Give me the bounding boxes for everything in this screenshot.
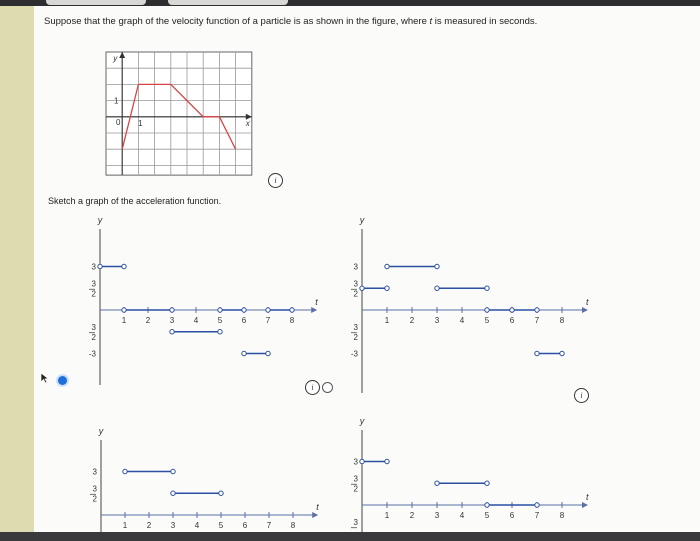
x-tick-label: 2	[409, 511, 415, 520]
x-tick-label: 1	[121, 316, 127, 325]
open-endpoint	[485, 308, 489, 312]
x-tick-label: 3	[434, 316, 440, 325]
option-b-info-icon[interactable]: i	[574, 388, 589, 403]
open-endpoint	[219, 491, 223, 495]
info-icon[interactable]: i	[268, 173, 283, 188]
x-tick-label: 5	[484, 511, 490, 520]
x-tick-label: 1	[122, 521, 128, 530]
x-tick-label: 5	[484, 316, 490, 325]
open-endpoint	[510, 308, 514, 312]
y-tick-label: 2	[91, 289, 96, 299]
left-strip	[0, 6, 34, 541]
y-tick-label: 3	[353, 279, 358, 289]
y-tick-label: 3	[353, 474, 358, 484]
y-tick-label: 2	[92, 494, 97, 504]
open-endpoint	[171, 469, 175, 473]
x-axis-label: x	[245, 118, 250, 128]
x-tick-label: 8	[290, 521, 296, 530]
y-tick-label: 3	[91, 262, 96, 272]
y-tick-label: 3	[353, 457, 358, 467]
open-endpoint	[290, 308, 294, 312]
x-tick-label: 3	[169, 316, 175, 325]
y-axis-label: y	[359, 215, 365, 225]
open-endpoint	[360, 286, 364, 290]
t-axis-label: t	[315, 297, 318, 307]
problem-statement	[44, 16, 537, 27]
x-tick-label: 5	[218, 521, 224, 530]
y-tick-label: 1	[113, 96, 119, 106]
x-tick-label: 3	[434, 511, 440, 520]
x-tick-label: 4	[459, 511, 465, 520]
y-tick-label: 2	[353, 332, 358, 342]
x-tick-label: 6	[509, 511, 515, 520]
bottom-bar	[0, 532, 700, 541]
y-axis-label: y	[98, 426, 104, 436]
open-endpoint	[242, 351, 246, 355]
y-tick-label: 2	[353, 484, 358, 494]
open-endpoint	[171, 491, 175, 495]
x-tick-label: 2	[146, 521, 152, 530]
open-endpoint	[485, 286, 489, 290]
y-tick-label: -3	[350, 349, 358, 359]
x-tick-label: 7	[534, 511, 540, 520]
tab-left[interactable]	[46, 0, 146, 5]
y-tick-label: 3	[353, 262, 358, 272]
open-endpoint	[435, 264, 439, 268]
x-tick-label: 7	[265, 316, 271, 325]
open-endpoint	[266, 308, 270, 312]
plot-frame	[106, 52, 252, 175]
x-tick-label: 1	[384, 316, 390, 325]
t-axis-label: t	[586, 492, 589, 502]
open-endpoint	[535, 351, 539, 355]
x-tick-label: 6	[241, 316, 247, 325]
open-endpoint	[218, 330, 222, 334]
problem-text-before: Suppose that the graph of the velocity function of a particle is as shown in the figure, where	[44, 16, 427, 27]
y-tick-label: 2	[353, 289, 358, 299]
open-endpoint	[98, 264, 102, 268]
x-tick-label: 1	[138, 118, 143, 128]
option-a-info-icon[interactable]: i	[305, 380, 320, 395]
open-endpoint	[485, 481, 489, 485]
x-tick-label: 8	[289, 316, 295, 325]
option-graph-a[interactable]	[70, 215, 318, 395]
x-tick-label: 8	[559, 511, 565, 520]
x-tick-label: 2	[409, 316, 415, 325]
open-endpoint	[170, 330, 174, 334]
t-axis-label: t	[316, 502, 319, 512]
option-b-radio[interactable]	[322, 382, 333, 393]
x-tick-label: 3	[170, 521, 176, 530]
problem-variable-t: t	[429, 16, 433, 27]
x-tick-label: 6	[242, 521, 248, 530]
option-graph-b[interactable]	[335, 215, 589, 395]
open-endpoint	[266, 351, 270, 355]
x-tick-label: 8	[559, 316, 565, 325]
y-axis-label: y	[97, 215, 103, 225]
open-endpoint	[535, 503, 539, 507]
y-tick-label: 3	[92, 467, 97, 477]
t-axis-label: t	[586, 297, 589, 307]
y-tick-label: 2	[91, 332, 96, 342]
x-tick-label: 1	[384, 511, 390, 520]
x-tick-label: 2	[145, 316, 151, 325]
y-axis-label: y	[359, 416, 365, 426]
x-tick-label: 7	[534, 316, 540, 325]
open-endpoint	[435, 286, 439, 290]
open-endpoint	[535, 308, 539, 312]
tab-right[interactable]	[168, 0, 288, 5]
open-endpoint	[122, 264, 126, 268]
y-tick-label: 3	[91, 279, 96, 289]
y-tick-label: 3	[353, 517, 358, 527]
x-tick-label: 4	[459, 316, 465, 325]
x-tick-label: 6	[509, 316, 515, 325]
open-endpoint	[122, 308, 126, 312]
x-tick-label: 5	[217, 316, 223, 325]
sketch-prompt: Sketch a graph of the acceleration function.	[48, 196, 222, 206]
open-endpoint	[385, 264, 389, 268]
y-tick-label: -3	[88, 349, 96, 359]
open-endpoint	[242, 308, 246, 312]
cursor-arrow-icon	[40, 372, 52, 384]
y-tick-label: 3	[91, 322, 96, 332]
velocity-graph	[100, 48, 262, 176]
y-tick-label: 3	[353, 322, 358, 332]
open-endpoint	[123, 469, 127, 473]
open-endpoint	[385, 459, 389, 463]
y-tick-label: 3	[92, 484, 97, 494]
option-graph-d[interactable]	[335, 410, 589, 532]
open-endpoint	[485, 503, 489, 507]
x-tick-label: 4	[194, 521, 200, 530]
x-tick-label: 7	[266, 521, 272, 530]
open-endpoint	[435, 481, 439, 485]
open-endpoint	[218, 308, 222, 312]
open-endpoint	[385, 286, 389, 290]
open-endpoint	[560, 351, 564, 355]
y-axis-label: y	[113, 54, 118, 63]
open-endpoint	[360, 459, 364, 463]
x-tick-label: 4	[193, 316, 199, 325]
open-endpoint	[170, 308, 174, 312]
option-a-radio[interactable]	[58, 376, 67, 385]
option-graph-c[interactable]	[70, 420, 319, 532]
origin-label: 0	[115, 117, 121, 127]
problem-text-after: is measured in seconds.	[434, 16, 538, 27]
